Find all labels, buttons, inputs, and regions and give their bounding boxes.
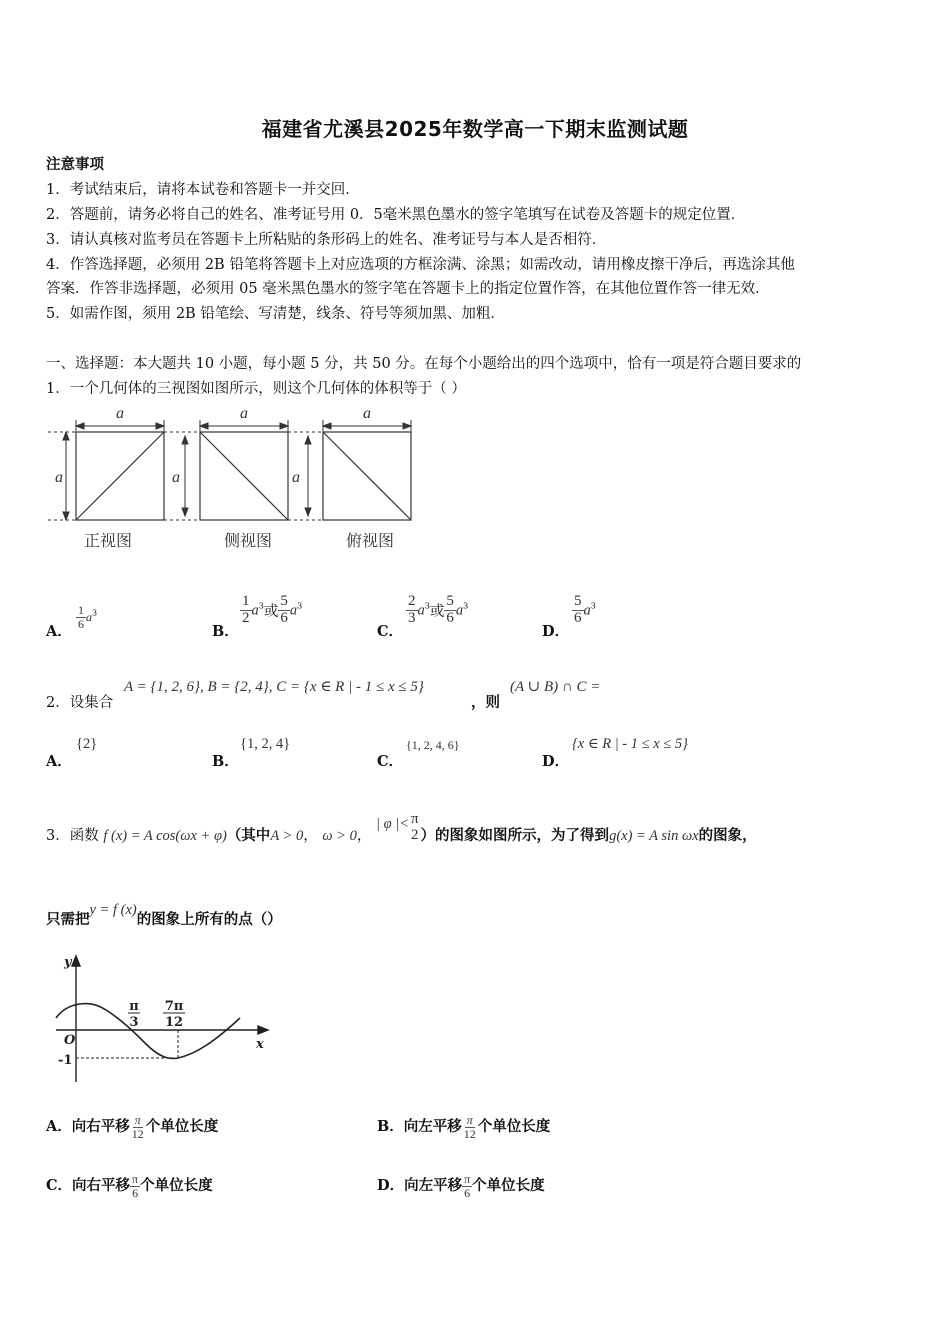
tick-7pi-12-num: 7π: [164, 999, 184, 1014]
option-d-set: {x ∈ R | - 1 ≤ x ≤ 5}: [572, 736, 688, 752]
option-a-set: {2}: [76, 736, 98, 752]
option-label: B．: [212, 623, 239, 640]
dim-label: a: [292, 469, 300, 486]
option-label: C．: [377, 753, 404, 770]
question-3-line-1: 3．函数 f (x) = A cos(ωx + φ)（其中A > 0， ω > 0， | φ |< π 2 ）的图象如图所示，为了得到g(x) = A sin ωx的图象，: [46, 811, 757, 844]
notice-item: 1．考试结束后，请将本试卷和答题卡一并交回．: [46, 182, 360, 198]
top-view-diagonal: [323, 432, 411, 520]
notice-item: 5．如需作图，须用 2B 铅笔绘、写清楚，线条、符号等须加黑、加粗．: [46, 306, 505, 322]
option-d: D．向左平移 $\frac{\pi}{6}$ 个单位长度: [377, 1172, 545, 1200]
option-c-set: {1, 2, 4, 6}: [406, 738, 460, 752]
option-label: A．: [46, 753, 72, 770]
notice-item: 4．作答选择题，必须用 2B 铅笔将答题卡上对应选项的方框涂满、涂黑；如需改动，请用橡皮擦干净后，再选涂其他: [46, 257, 795, 273]
curve: [56, 1004, 240, 1059]
section-heading: 一、选择题：本大题共 10 小题，每小题 5 分，共 50 分。在每个小题给出的四个选项中，恰有一项是符合题目要求的: [46, 356, 802, 372]
three-view-figure: [48, 400, 428, 560]
x-axis-arrow: [258, 1026, 268, 1034]
option-label: A．: [46, 623, 72, 640]
question-1-stem: 1．一个几何体的三视图如图所示，则这个几何体的体积等于（ ）: [46, 381, 466, 397]
option-c: C．向右平移 $\frac{\pi}{6}$ 个单位长度: [46, 1172, 213, 1200]
cosine-graph: [50, 952, 280, 1087]
option-b-set: {1, 2, 4}: [240, 736, 291, 752]
top-view-label: 俯视图: [345, 531, 395, 550]
question-2-prefix: 2．设集合: [46, 695, 114, 711]
notice-item: 答案．作答非选择题，必须用 05 毫米黑色墨水的签字笔在答题卡上的指定位置作答，在其他位置作答一律无效．: [46, 281, 770, 297]
tick-pi-3-num: π: [129, 999, 139, 1014]
y-axis-arrow: [72, 956, 80, 966]
option-label: D．: [542, 753, 570, 770]
origin-label: O: [64, 1033, 76, 1048]
option-b-expr: $\frac{1}{2}$ $a^3$或 $\frac{5}{6}$ $a^3$: [242, 593, 303, 626]
question-2-sets: A = {1, 2, 6}, B = {2, 4}, C = {x ∈ R | - 1 ≤ x ≤ 5}: [124, 679, 424, 695]
side-view-label: 侧视图: [223, 531, 273, 550]
front-view-diagonal: [76, 432, 164, 520]
option-b: B．向左平移 $\frac{\pi}{12}$ 个单位长度: [377, 1113, 551, 1141]
option-label: C．: [377, 623, 404, 640]
option-c-expr: $\frac{2}{3}$ $a^3$或 $\frac{5}{6}$ $a^3$: [408, 593, 469, 626]
front-view-label: 正视图: [83, 531, 133, 550]
question-2-expr: (A ∪ B) ∩ C =: [510, 679, 601, 695]
side-view-diagonal: [200, 432, 288, 520]
question-3-line-2: 只需把y = f (x)的图象上所有的点（）: [46, 902, 282, 928]
x-label: x: [256, 1037, 264, 1052]
notice-item: 2．答题前，请务必将自己的姓名、准考证号用 0．5毫米黑色墨水的签字笔填写在试卷及答题卡的规定位置．: [46, 207, 746, 223]
dim-label: a: [172, 469, 180, 486]
dim-label: a: [55, 469, 63, 486]
neg-one-label: -1: [58, 1053, 73, 1068]
dim-label: a: [116, 405, 124, 422]
option-a-expr: $\frac{1}{6}$ $a^3$: [78, 603, 98, 631]
dim-label: a: [363, 405, 371, 422]
tick-pi-3-den: 3: [129, 1015, 139, 1030]
option-label: B．: [212, 753, 239, 770]
notice-item: 3．请认真核对监考员在答题卡上所粘贴的条形码上的姓名、准考证号与本人是否相符．: [46, 232, 607, 248]
option-d-expr: $\frac{5}{6}$ $a^3$: [574, 593, 596, 626]
y-label: y: [64, 955, 72, 970]
option-a: A．向右平移 $\frac{\pi}{12}$ 个单位长度: [46, 1113, 219, 1141]
dim-label: a: [240, 405, 248, 422]
tick-7pi-12-den: 12: [164, 1015, 184, 1030]
option-label: D．: [542, 623, 570, 640]
notice-heading: 注意事项: [46, 156, 104, 173]
question-2-then: ，则: [471, 694, 500, 711]
page-title: 福建省尤溪县2025年数学高一下期末监测试题: [261, 117, 689, 141]
